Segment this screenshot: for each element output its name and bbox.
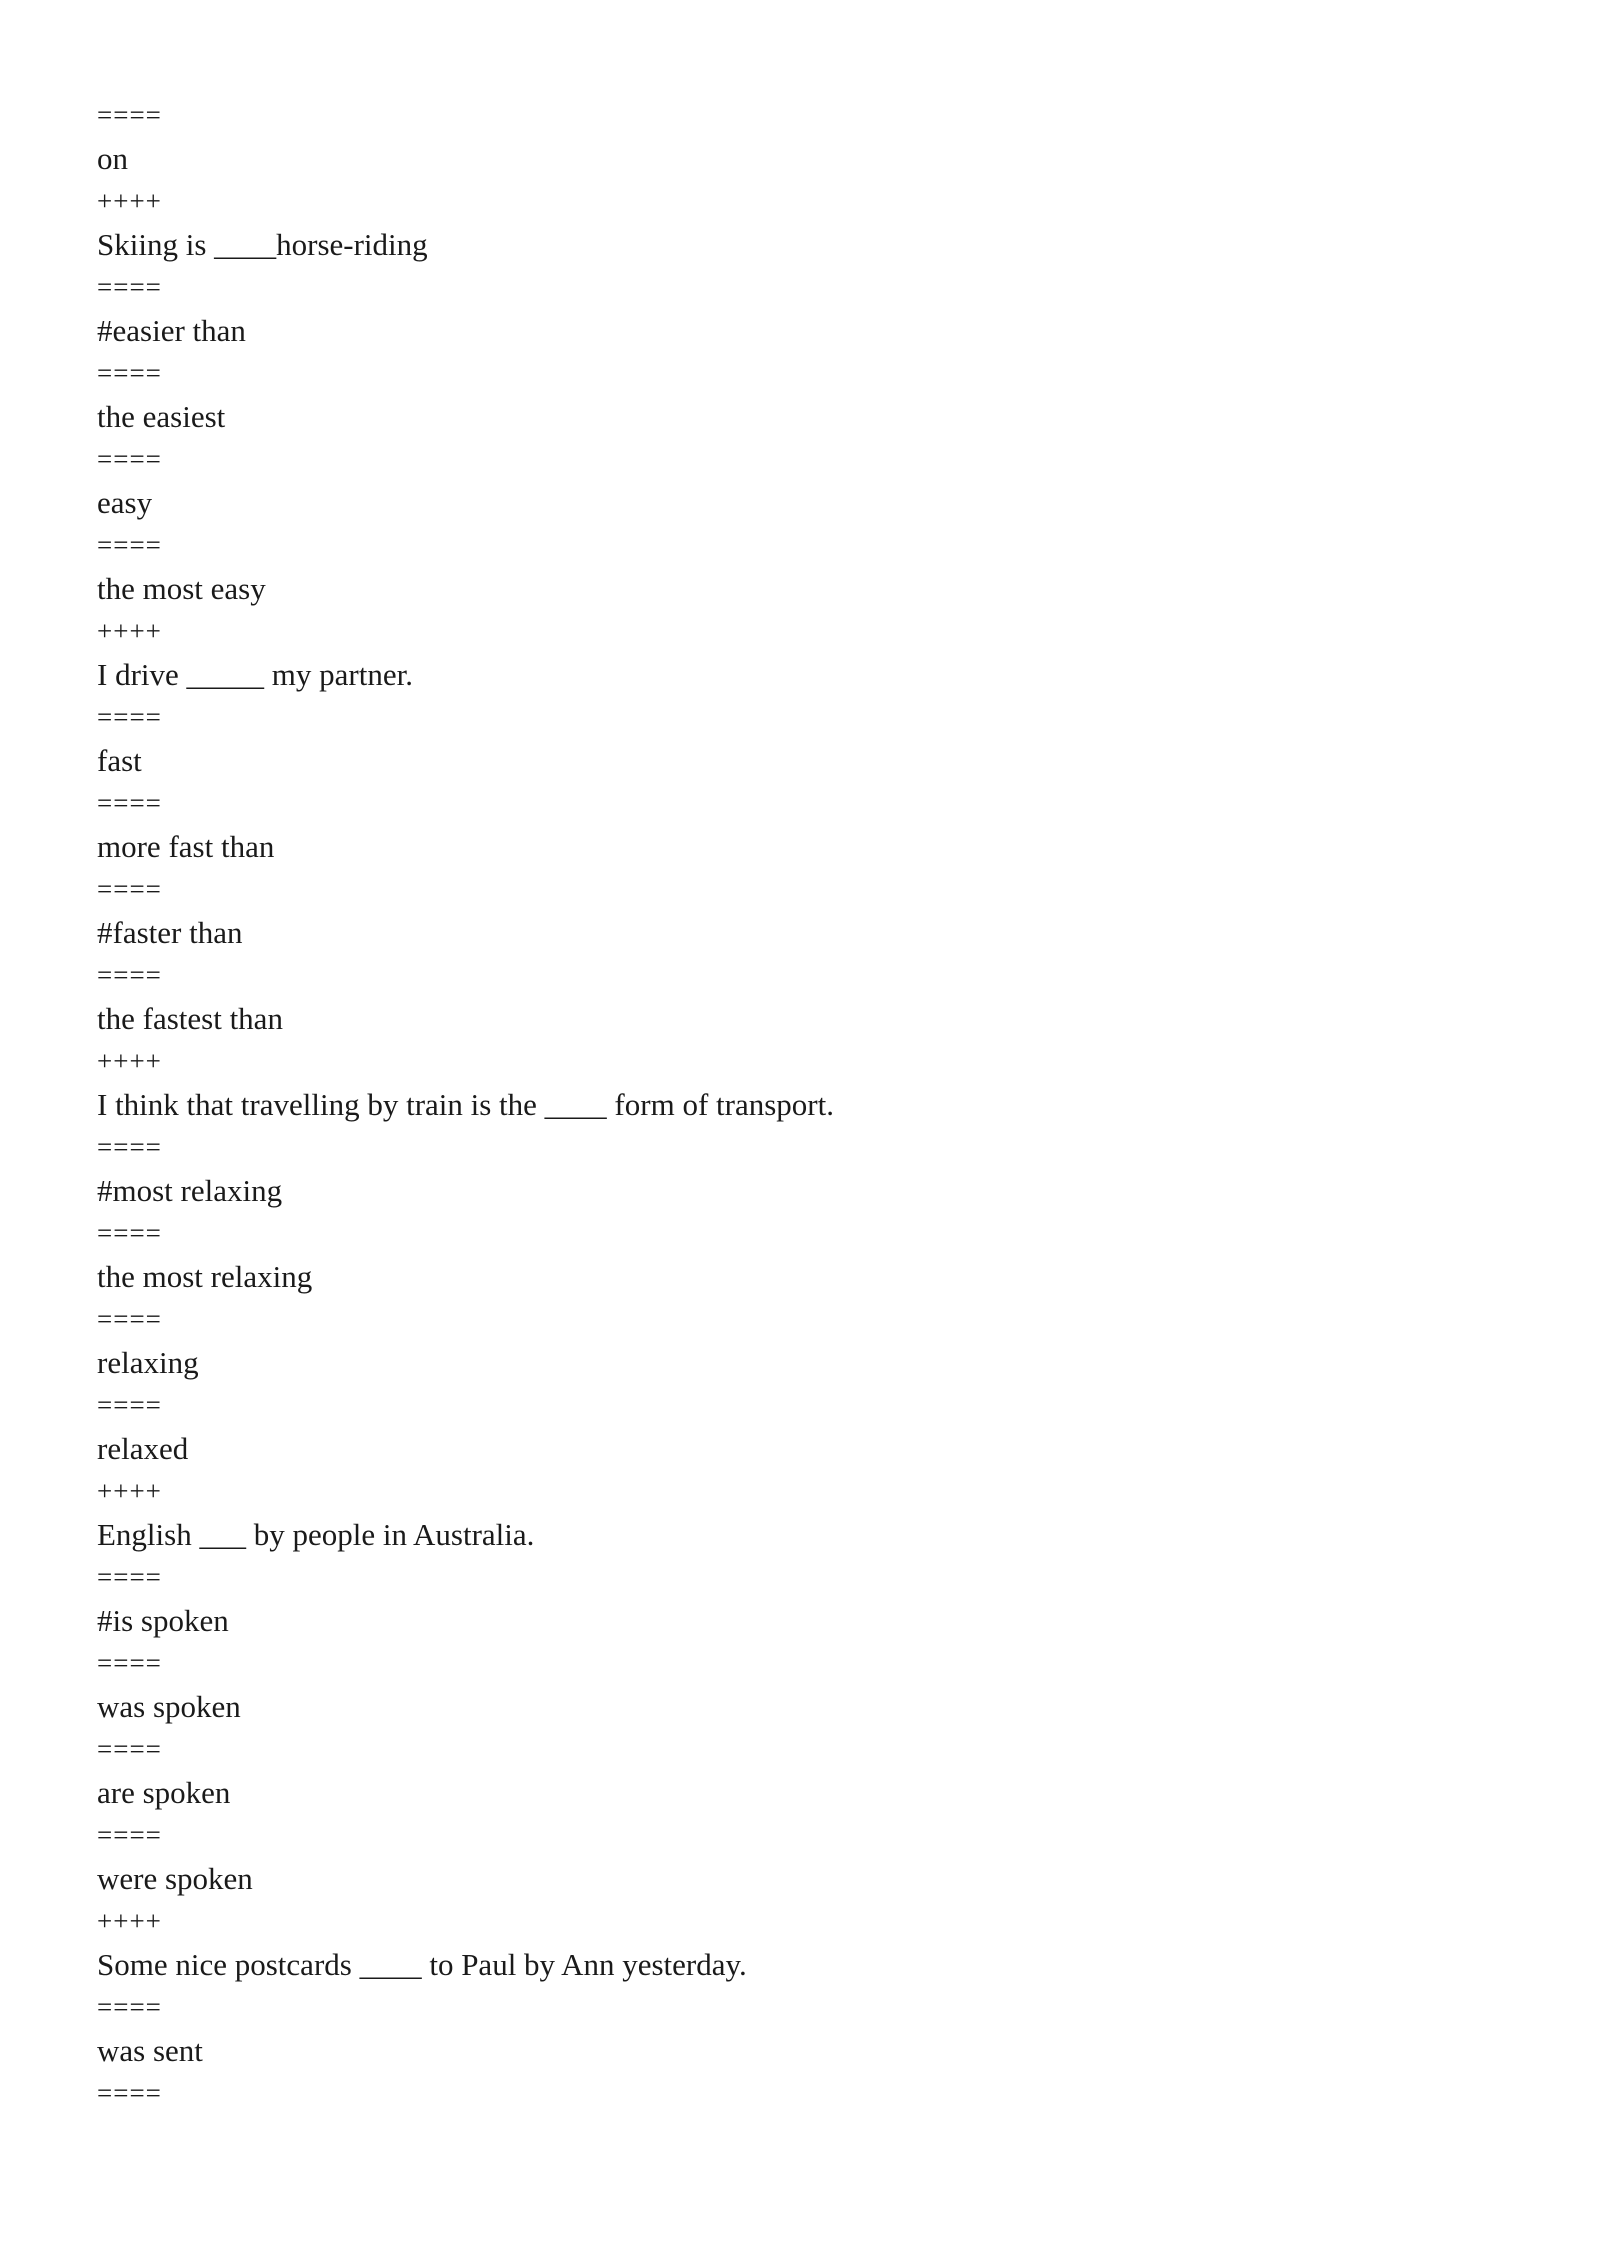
answer-option: on [97,141,128,176]
answer-option: were spoken [97,1861,253,1896]
answer-option: relaxed [97,1431,189,1466]
option-separator: ==== [97,358,162,388]
answer-option: fast [97,743,142,778]
option-separator: ==== [97,1562,162,1592]
answer-option: was spoken [97,1689,241,1724]
answer-option: the most easy [97,571,266,606]
question-text: Skiing is ____horse-riding [97,227,428,262]
option-separator: ==== [97,788,162,818]
question-text: I think that travelling by train is the ____ form of transport. [97,1087,834,1122]
option-separator: ==== [97,1218,162,1248]
answer-option: was sent [97,2033,203,2068]
answer-option: relaxing [97,1345,199,1380]
question-separator: ++++ [97,1476,162,1506]
answer-option: the easiest [97,399,226,434]
answer-option: easy [97,485,153,520]
answer-option: the fastest than [97,1001,283,1036]
answer-option: the most relaxing [97,1259,313,1294]
option-separator: ==== [97,272,162,302]
option-separator: ==== [97,1648,162,1678]
question-text: I drive _____ my partner. [97,657,413,692]
question-text: English ___ by people in Australia. [97,1517,535,1552]
answer-option: more fast than [97,829,275,864]
option-separator: ==== [97,530,162,560]
option-separator: ==== [97,1734,162,1764]
question-text: Some nice postcards ____ to Paul by Ann yesterday. [97,1947,747,1982]
question-separator: ++++ [97,186,162,216]
answer-option: are spoken [97,1775,231,1810]
option-separator: ==== [97,444,162,474]
option-separator: ==== [97,702,162,732]
question-separator: ++++ [97,1906,162,1936]
option-separator: ==== [97,1132,162,1162]
answer-option: #easier than [97,313,246,348]
answer-option: #most relaxing [97,1173,283,1208]
option-separator: ==== [97,874,162,904]
option-separator: ==== [97,1992,162,2022]
option-separator: ==== [97,100,162,130]
option-separator: ==== [97,1390,162,1420]
question-separator: ++++ [97,616,162,646]
answer-option: #faster than [97,915,243,950]
answer-option: #is spoken [97,1603,229,1638]
option-separator: ==== [97,1304,162,1334]
document-body [97,94,1497,2115]
option-separator: ==== [97,1820,162,1850]
question-separator: ++++ [97,1046,162,1076]
option-separator: ==== [97,2078,162,2108]
option-separator: ==== [97,960,162,990]
